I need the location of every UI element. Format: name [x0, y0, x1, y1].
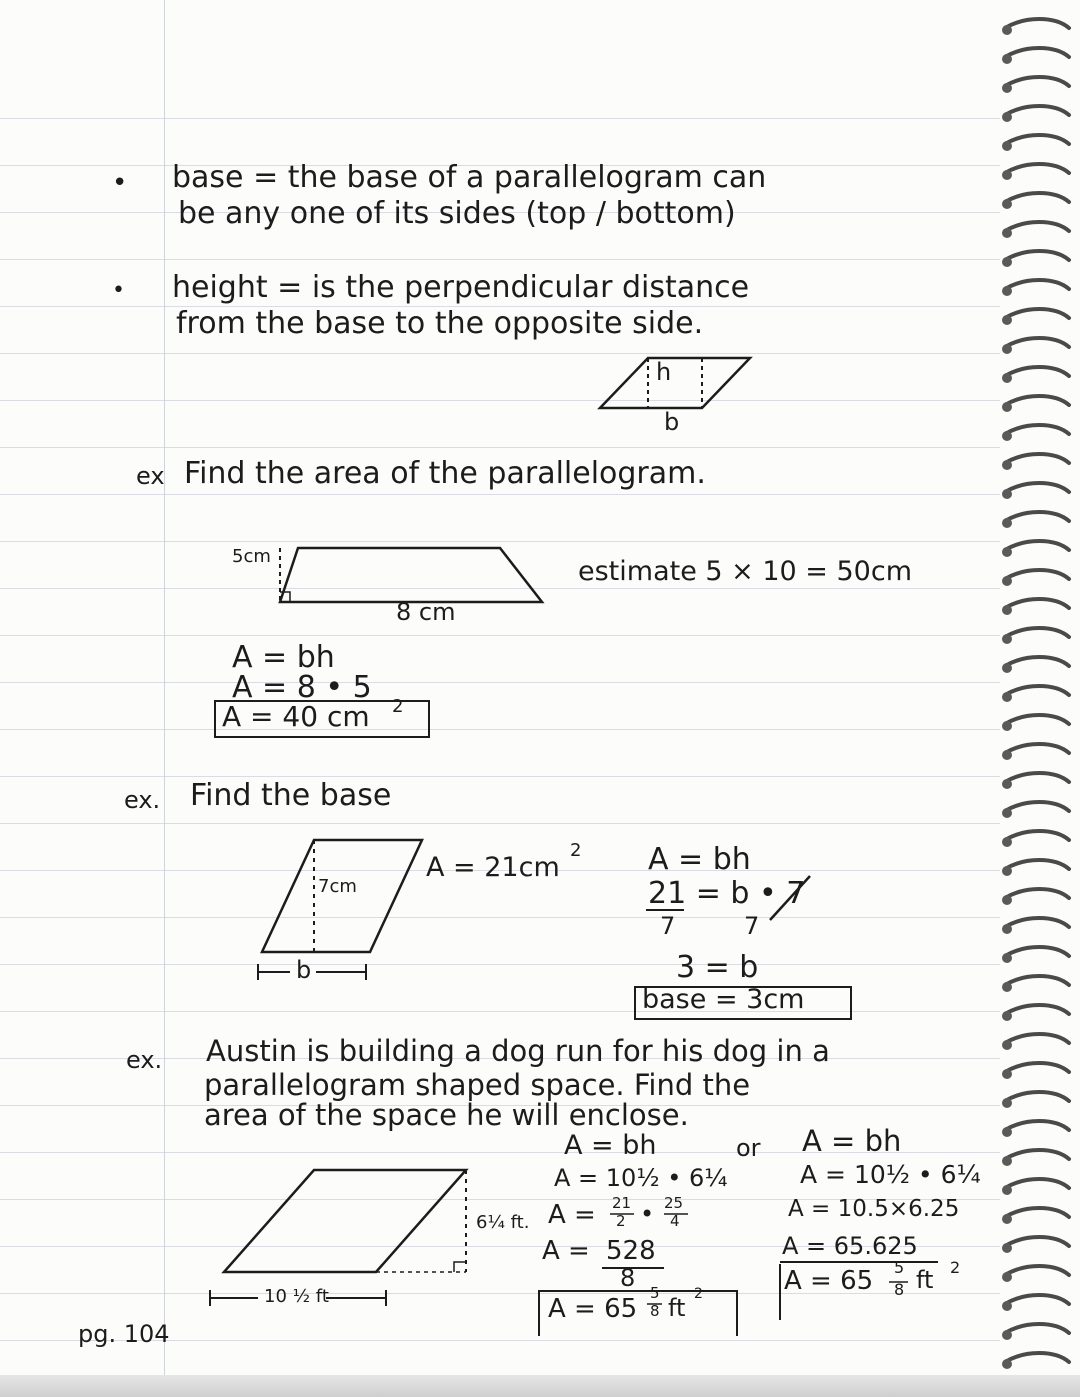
- example3-height-label: 6¼ ft.: [476, 1212, 530, 1233]
- spiral-coil: [1005, 802, 1069, 811]
- spiral-coil: [1005, 1092, 1069, 1101]
- method1-frac1-num: 21: [612, 1194, 632, 1212]
- spiral-coil: [1005, 947, 1069, 956]
- step2-equals-b: = b •: [695, 876, 777, 911]
- spiral-hole: [1002, 663, 1012, 673]
- spiral-hole: [1002, 1156, 1012, 1166]
- spiral-hole: [1002, 518, 1012, 528]
- spiral-coil: [1005, 686, 1069, 695]
- spiral-hole: [1002, 83, 1012, 93]
- example2-prompt: Find the base: [190, 778, 392, 813]
- spiral-coil: [1005, 106, 1069, 115]
- spiral-coil: [1005, 773, 1069, 782]
- method1-frac2-num: 25: [664, 1194, 684, 1212]
- spiral-coil: [1005, 135, 1069, 144]
- spiral-hole: [1002, 837, 1012, 847]
- spiral-coil: [1005, 1150, 1069, 1159]
- method1-step3-a: A =: [548, 1200, 596, 1230]
- spiral-hole: [1002, 1301, 1012, 1311]
- spiral-hole: [1002, 1098, 1012, 1108]
- spiral-hole: [1002, 286, 1012, 296]
- spiral-hole: [1002, 721, 1012, 731]
- example3-label: ex.: [126, 1046, 163, 1074]
- method1-frac2-den: 4: [670, 1212, 680, 1230]
- method1-step4-num: 528: [606, 1236, 656, 1266]
- method1-answer: [548, 1294, 637, 1324]
- spiral-coil: [1005, 1005, 1069, 1014]
- spiral-hole: [1002, 866, 1012, 876]
- example2-base-label: b: [296, 956, 312, 984]
- method1-answer-whole: A = 65: [548, 1294, 638, 1324]
- spiral-coil: [1005, 831, 1069, 840]
- example1-answer: A = 40 cm: [222, 700, 370, 733]
- spiral-hole: [1002, 228, 1012, 238]
- spiral-hole: [1002, 895, 1012, 905]
- spiral-hole: [1002, 982, 1012, 992]
- spiral-hole: [1002, 170, 1012, 180]
- method1-dot: •: [640, 1200, 655, 1228]
- method1-step4-a: A =: [542, 1236, 590, 1266]
- method1-answer-frac-den: 8: [650, 1302, 660, 1320]
- method2-answer-unit: ft: [916, 1266, 934, 1294]
- example1-label: ex: [136, 462, 165, 490]
- method2-step3: A = 10.5×6.25: [788, 1196, 960, 1222]
- example3-line3: area of the space he will enclose.: [204, 1098, 689, 1132]
- spiral-hole: [1002, 1272, 1012, 1282]
- spiral-hole: [1002, 112, 1012, 122]
- spiral-coil: [1005, 918, 1069, 927]
- spiral-hole: [1002, 750, 1012, 760]
- spiral-hole: [1002, 489, 1012, 499]
- spiral-coil: [1005, 1063, 1069, 1072]
- method2-underline: [778, 1260, 948, 1264]
- spiral-hole: [1002, 1069, 1012, 1079]
- spiral-coil: [1005, 48, 1069, 57]
- spiral-coil: [1005, 1295, 1069, 1304]
- method1-step1: A = bh: [564, 1130, 657, 1161]
- method1-step4-den: 8: [620, 1264, 636, 1292]
- spiral-hole: [1002, 605, 1012, 615]
- spiral-hole: [1002, 924, 1012, 934]
- example3-base-label: 10 ½ ft: [264, 1286, 329, 1307]
- example2-area-exponent: 2: [570, 840, 582, 861]
- spiral-coil: [1005, 976, 1069, 985]
- spiral-coil: [1005, 1324, 1069, 1333]
- spiral-hole: [1002, 373, 1012, 383]
- example2-height-label: 7cm: [318, 876, 357, 897]
- example3-line2: parallelogram shaped space. Find the: [204, 1068, 751, 1102]
- spiral-coil: [1005, 1034, 1069, 1043]
- method2-answer-frac-num: 5: [894, 1258, 905, 1277]
- example1-prompt: Find the area of the parallelogram.: [184, 456, 706, 491]
- example2-label: ex.: [124, 786, 161, 814]
- spiral-hole: [1002, 199, 1012, 209]
- spiral-hole: [1002, 547, 1012, 557]
- method1-answer-exponent: 2: [694, 1286, 703, 1302]
- spiral-hole: [1002, 634, 1012, 644]
- bullet-dot: •: [112, 278, 125, 303]
- method2-step4: A = 65.625: [782, 1232, 918, 1260]
- margin-line: [164, 0, 165, 1397]
- spiral-hole: [1002, 344, 1012, 354]
- height-term: height: [172, 270, 268, 305]
- height-definition-line1: [172, 270, 749, 305]
- spiral-hole: [1002, 1011, 1012, 1021]
- spiral-coil: [1005, 1208, 1069, 1217]
- spiral-coil: [1005, 19, 1069, 28]
- example3-parallelogram: [210, 1160, 480, 1280]
- spiral-coil: [1005, 425, 1069, 434]
- example2-step2-denominator2: 7: [744, 912, 760, 940]
- diagram-height-label: h: [656, 358, 672, 386]
- example1-step2: A = 8 • 5: [232, 670, 372, 705]
- spiral-coil: [1005, 889, 1069, 898]
- example2-step3: 3 = b: [676, 950, 759, 985]
- spiral-hole: [1002, 1330, 1012, 1340]
- example2-step2-denominator: 7: [660, 912, 676, 940]
- example2-answer: base = 3cm: [642, 984, 805, 1015]
- spiral-coil: [1005, 541, 1069, 550]
- base-definition-line1: [172, 160, 766, 195]
- spiral-hole: [1002, 779, 1012, 789]
- spiral-hole: [1002, 315, 1012, 325]
- spiral-coil: [1005, 396, 1069, 405]
- base-definition-line2: be any one of its sides (top / bottom): [178, 196, 736, 231]
- step2-seven: 7: [786, 876, 806, 911]
- spiral-coil: [1005, 1353, 1069, 1362]
- step2-left-value: 21: [648, 876, 687, 911]
- spiral-hole: [1002, 1127, 1012, 1137]
- spiral-coil: [1005, 657, 1069, 666]
- method1-answer-frac-bar: [646, 1302, 666, 1306]
- spiral-hole: [1002, 431, 1012, 441]
- spiral-coil: [1005, 599, 1069, 608]
- spiral-coil: [1005, 338, 1069, 347]
- spiral-coil: [1005, 512, 1069, 521]
- example2-area-given: A = 21cm: [426, 852, 560, 883]
- base-term: base: [172, 160, 244, 195]
- example1-base-label: 8 cm: [396, 598, 456, 626]
- spiral-coil: [1005, 483, 1069, 492]
- spiral-hole: [1002, 692, 1012, 702]
- spiral-hole: [1002, 257, 1012, 267]
- spiral-hole: [1002, 1243, 1012, 1253]
- spiral-coil: [1005, 164, 1069, 173]
- spiral-coil: [1005, 1121, 1069, 1130]
- spiral-hole: [1002, 1040, 1012, 1050]
- spiral-hole: [1002, 1185, 1012, 1195]
- example1-estimate: estimate 5 × 10 = 50cm: [578, 556, 913, 587]
- spiral-hole: [1002, 808, 1012, 818]
- spiral-hole: [1002, 402, 1012, 412]
- spiral-hole: [1002, 1359, 1012, 1369]
- method1-fraction-bars: [608, 1212, 698, 1216]
- example2-base-measure: [254, 960, 374, 984]
- page-number: pg. 104: [78, 1320, 170, 1348]
- spiral-coil: [1005, 367, 1069, 376]
- method1-answer-unit: ft: [668, 1294, 686, 1322]
- spiral-hole: [1002, 25, 1012, 35]
- spiral-coil: [1005, 1179, 1069, 1188]
- spiral-coil: [1005, 309, 1069, 318]
- spiral-coil: [1005, 860, 1069, 869]
- method2-answer-frac-bar: [888, 1280, 912, 1284]
- spiral-coil: [1005, 454, 1069, 463]
- method2-step1: A = bh: [802, 1124, 902, 1158]
- example1-answer-exponent: 2: [392, 696, 404, 717]
- method1-frac1-den: 2: [616, 1212, 626, 1230]
- height-definition-line2: from the base to the opposite side.: [176, 306, 704, 341]
- or-label: or: [736, 1134, 761, 1162]
- bullet-dot: •: [112, 168, 128, 198]
- method1-answer-frac-num: 5: [650, 1284, 660, 1302]
- spiral-coil: [1005, 715, 1069, 724]
- spiral-coil: [1005, 280, 1069, 289]
- diagram-base-label: b: [664, 408, 680, 436]
- spiral-binding-icon: [985, 0, 1080, 1397]
- example1-step1: A = bh: [232, 640, 335, 675]
- spiral-coil: [1005, 628, 1069, 637]
- spiral-coil: [1005, 77, 1069, 86]
- spiral-coil: [1005, 222, 1069, 231]
- spiral-hole: [1002, 1214, 1012, 1224]
- example3-line1: Austin is building a dog run for his dog in a: [206, 1034, 830, 1068]
- spiral-coil: [1005, 193, 1069, 202]
- spiral-hole: [1002, 460, 1012, 470]
- spiral-coil: [1005, 1266, 1069, 1275]
- spiral-coil: [1005, 1237, 1069, 1246]
- example1-height-label: 5cm: [232, 546, 271, 567]
- spiral-coil: [1005, 744, 1069, 753]
- method1-step2: A = 10½ • 6¼: [554, 1164, 728, 1192]
- method2-answer: A = 65: [784, 1266, 874, 1296]
- method2-answer-exponent: 2: [950, 1258, 961, 1277]
- example2-step1: A = bh: [648, 842, 751, 877]
- spiral-coil: [1005, 251, 1069, 260]
- spiral-hole: [1002, 141, 1012, 151]
- scan-bottom-edge: [0, 1375, 1080, 1397]
- height-definition-text: = is the perpendicular distance: [277, 270, 750, 305]
- base-definition-text: = the base of a parallelogram can: [253, 160, 767, 195]
- spiral-hole: [1002, 54, 1012, 64]
- spiral-coil: [1005, 570, 1069, 579]
- method2-answer-frac-den: 8: [894, 1280, 905, 1299]
- spiral-hole: [1002, 953, 1012, 963]
- spiral-hole: [1002, 576, 1012, 586]
- method2-step2: A = 10½ • 6¼: [800, 1160, 981, 1189]
